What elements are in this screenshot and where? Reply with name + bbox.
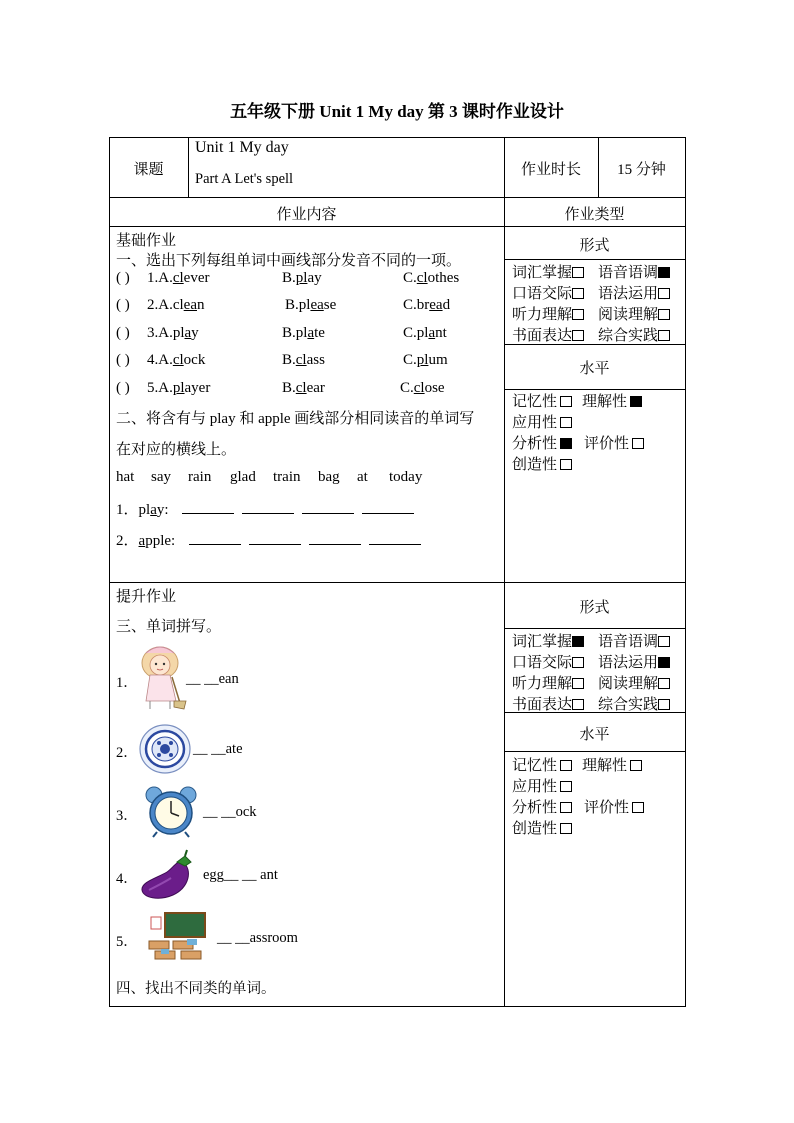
checkbox[interactable] xyxy=(658,678,670,689)
form-option[interactable] xyxy=(598,303,670,324)
table-rule-header xyxy=(109,197,685,198)
table-divider-topic xyxy=(188,137,189,197)
form-option[interactable] xyxy=(512,630,584,651)
option-text-part: te xyxy=(314,325,325,341)
q1-option xyxy=(147,270,209,287)
form-option-label: 综合实践 xyxy=(598,328,659,344)
checkbox[interactable] xyxy=(630,396,642,407)
level-heading: 水平 xyxy=(579,727,610,743)
checkbox[interactable] xyxy=(658,636,670,647)
q2-play-pre: pl xyxy=(138,502,151,518)
level-option-label: 创造性 xyxy=(512,457,558,473)
option-text-part: B.pl xyxy=(282,325,308,341)
q4-title: 四、找出不同类的单词。 xyxy=(116,981,276,997)
level-option[interactable] xyxy=(584,432,644,453)
option-text-part: 4.A. xyxy=(147,352,173,368)
q1-option xyxy=(403,325,447,342)
word-bank-item: bag xyxy=(318,469,340,485)
q1-option xyxy=(282,325,325,342)
q3-item-text: egg__ __ ant xyxy=(203,867,278,883)
form-option-label: 综合实践 xyxy=(598,697,659,713)
form-option[interactable] xyxy=(598,651,670,672)
option-text-part: y xyxy=(191,325,199,341)
table-border-bottom xyxy=(109,1006,685,1007)
alarm-clock-picture xyxy=(141,786,201,838)
option-text-part: 3.A.pl xyxy=(147,325,185,341)
form-option-label: 语法运用 xyxy=(598,286,659,302)
form-option[interactable] xyxy=(512,672,584,693)
q1-option xyxy=(282,380,325,397)
form-option[interactable] xyxy=(512,261,584,282)
form-option-label: 听力理解 xyxy=(512,307,573,323)
option-text-part: 1.A. xyxy=(147,270,173,286)
answer-paren[interactable]: ( ) xyxy=(116,380,130,396)
q3-item-number: 5． xyxy=(116,934,138,950)
checkbox[interactable] xyxy=(560,760,572,771)
level-option[interactable] xyxy=(512,754,572,775)
q3-item-text: __ __ean xyxy=(186,671,239,687)
option-text-part: C. xyxy=(400,380,414,396)
checkbox[interactable] xyxy=(658,657,670,668)
form-option-label: 语法运用 xyxy=(598,655,659,671)
q1-option xyxy=(147,352,205,369)
level-option[interactable] xyxy=(512,796,572,817)
level-option[interactable] xyxy=(584,796,644,817)
form-option[interactable] xyxy=(512,282,584,303)
duration-value: 15 分钟 xyxy=(617,162,666,178)
level-option-label: 创造性 xyxy=(512,821,558,837)
q2-apple-line xyxy=(116,529,429,550)
option-text-part: 2.A.cl xyxy=(147,297,184,313)
option-text-part: C. xyxy=(403,352,417,368)
basic-heading: 基础作业 xyxy=(116,233,177,249)
level-option-label: 记忆性 xyxy=(512,394,558,410)
form-option[interactable] xyxy=(598,693,670,714)
form-option[interactable] xyxy=(512,651,584,672)
checkbox[interactable] xyxy=(572,330,584,341)
checkbox[interactable] xyxy=(572,699,584,710)
form-heading: 形式 xyxy=(579,238,610,254)
q2-play-blank-1[interactable] xyxy=(182,501,234,514)
word-bank-item: glad xyxy=(230,469,256,485)
q3-item-text: __ __assroom xyxy=(217,930,298,946)
form-option[interactable] xyxy=(598,672,670,693)
form-option-label: 阅读理解 xyxy=(598,676,659,692)
checkbox[interactable] xyxy=(632,438,644,449)
checkbox[interactable] xyxy=(560,802,572,813)
table-border-left xyxy=(109,137,110,1007)
q2-apple-post: pple: xyxy=(145,533,176,549)
option-underlined-part: a xyxy=(428,325,436,341)
checkbox[interactable] xyxy=(560,417,572,428)
column-content: 作业内容 xyxy=(276,207,337,223)
checkbox[interactable] xyxy=(658,267,670,278)
option-underlined-part: cl xyxy=(413,380,425,396)
q3-item-number: 3． xyxy=(116,808,138,824)
q1-option xyxy=(403,297,450,314)
q2-title-line2: 在对应的横线上。 xyxy=(116,442,237,458)
option-underlined-part: pl xyxy=(295,270,308,286)
option-text-part: nt xyxy=(435,325,447,341)
level-option[interactable] xyxy=(512,390,572,411)
level-option[interactable] xyxy=(512,775,572,796)
q2-play-line xyxy=(116,498,422,519)
word-bank-item: say xyxy=(151,469,171,485)
q1-title: 一、选出下列每组单词中画线部分发音不同的一项。 xyxy=(116,253,462,269)
q2-play-post: y: xyxy=(156,502,169,518)
form-option-label: 词汇掌握 xyxy=(512,265,573,281)
topic-subtitle: Part A Let's spell xyxy=(195,171,294,187)
option-underlined-part: cl xyxy=(416,270,428,286)
form-option[interactable] xyxy=(512,324,584,345)
q3-item-number: 1． xyxy=(116,675,138,691)
q1-option xyxy=(285,297,336,314)
q2-apple-blank-2[interactable] xyxy=(249,532,301,545)
answer-paren[interactable]: ( ) xyxy=(116,325,130,341)
option-underlined-part: ea xyxy=(183,297,197,313)
checkbox[interactable] xyxy=(572,636,584,647)
column-type: 作业类型 xyxy=(564,207,625,223)
level-option-label: 分析性 xyxy=(512,800,558,816)
table-rule-columns xyxy=(109,226,685,227)
option-text-part: ever xyxy=(183,270,210,286)
level-option-label: 分析性 xyxy=(512,436,558,452)
q2-play-blank-3[interactable] xyxy=(302,501,354,514)
checkbox[interactable] xyxy=(572,657,584,668)
form-option-label: 书面表达 xyxy=(512,697,573,713)
level-option[interactable] xyxy=(582,754,642,775)
q1-option xyxy=(282,270,322,287)
table-rule-section xyxy=(109,582,685,583)
q1-option xyxy=(400,380,445,397)
option-text-part: ayer xyxy=(184,380,211,396)
option-text-part: B.pl xyxy=(285,297,311,313)
form-option-label: 语音语调 xyxy=(598,634,659,650)
q2-apple-underlined: a xyxy=(138,533,146,549)
q3-item-text: __ __ock xyxy=(203,804,257,820)
q2-apple-number: 2． xyxy=(116,533,139,549)
topic-label: 课题 xyxy=(133,162,164,178)
level-option[interactable] xyxy=(582,390,642,411)
q1-option xyxy=(403,352,448,369)
checkbox[interactable] xyxy=(572,309,584,320)
option-text-part: d xyxy=(442,297,451,313)
option-text-part: se xyxy=(323,297,337,313)
q2-play-number: 1． xyxy=(116,502,139,518)
q2-play-blank-4[interactable] xyxy=(362,501,414,514)
level-option[interactable] xyxy=(512,432,572,453)
eggplant-picture xyxy=(139,848,197,902)
option-text-part: othes xyxy=(427,270,460,286)
form-option-label: 阅读理解 xyxy=(598,307,659,323)
q1-option xyxy=(147,325,199,342)
option-text-part: ay xyxy=(307,270,322,286)
page-title: 五年级下册 Unit 1 My day 第 3 课时作业设计 xyxy=(230,102,564,121)
q2-play-blank-2[interactable] xyxy=(242,501,294,514)
option-text-part: ear xyxy=(306,380,325,396)
option-underlined-part: cl xyxy=(172,270,184,286)
level-option-label: 应用性 xyxy=(512,779,558,795)
form-option-label: 书面表达 xyxy=(512,328,573,344)
q2-title-line1: 二、将含有与 play 和 apple 画线部分相同读音的单词写 xyxy=(116,411,475,427)
topic-title: Unit 1 My day xyxy=(195,139,289,156)
option-text-part: C.br xyxy=(403,297,430,313)
checkbox[interactable] xyxy=(572,267,584,278)
q1-option xyxy=(282,352,325,369)
checkbox[interactable] xyxy=(630,760,642,771)
level-option-label: 记忆性 xyxy=(512,758,558,774)
option-text-part: B. xyxy=(282,270,296,286)
level-option-label: 评价性 xyxy=(584,800,630,816)
checkbox[interactable] xyxy=(658,330,670,341)
q2-apple-blank-3[interactable] xyxy=(309,532,361,545)
level-heading: 水平 xyxy=(579,361,610,377)
advanced-heading: 提升作业 xyxy=(116,589,177,605)
option-text-part: um xyxy=(428,352,448,368)
checkbox[interactable] xyxy=(658,309,670,320)
option-underlined-part: cl xyxy=(295,352,307,368)
answer-paren[interactable]: ( ) xyxy=(116,352,130,368)
form-option[interactable] xyxy=(598,282,670,303)
form-option[interactable] xyxy=(598,630,670,651)
type-rule-6 xyxy=(504,751,685,752)
form-option[interactable] xyxy=(512,693,584,714)
option-text-part: B. xyxy=(282,352,296,368)
form-option-label: 听力理解 xyxy=(512,676,573,692)
level-option-label: 理解性 xyxy=(582,758,628,774)
q2-play-underlined: a xyxy=(150,502,157,518)
option-underlined-part: cl xyxy=(295,380,307,396)
checkbox[interactable] xyxy=(560,823,572,834)
checkbox[interactable] xyxy=(632,802,644,813)
form-heading: 形式 xyxy=(579,600,610,616)
form-option-label: 口语交际 xyxy=(512,655,573,671)
q1-option xyxy=(147,380,210,397)
answer-paren[interactable]: ( ) xyxy=(116,297,130,313)
form-option-label: 词汇掌握 xyxy=(512,634,573,650)
option-underlined-part: a xyxy=(184,325,192,341)
word-bank-item: rain xyxy=(188,469,212,485)
option-underlined-part: ea xyxy=(429,297,443,313)
q2-apple-blank-4[interactable] xyxy=(369,532,421,545)
level-option-label: 评价性 xyxy=(584,436,630,452)
plate-picture xyxy=(139,724,191,774)
word-bank-item: at xyxy=(357,469,368,485)
form-option[interactable] xyxy=(598,324,670,345)
answer-paren[interactable]: ( ) xyxy=(116,270,130,286)
option-text-part: n xyxy=(197,297,205,313)
word-bank-item: hat xyxy=(116,469,135,485)
option-underlined-part: pl xyxy=(416,352,429,368)
q3-item-number: 2． xyxy=(116,745,138,761)
classroom-picture xyxy=(147,911,209,963)
q3-item-number: 4． xyxy=(116,871,138,887)
table-divider-main xyxy=(504,137,505,1007)
option-underlined-part: a xyxy=(307,325,315,341)
level-option[interactable] xyxy=(512,817,572,838)
checkbox[interactable] xyxy=(572,288,584,299)
word-bank-item: train xyxy=(273,469,301,485)
form-option-label: 口语交际 xyxy=(512,286,573,302)
level-option[interactable] xyxy=(512,453,572,474)
option-text-part: C.pl xyxy=(403,325,429,341)
option-underlined-part: pl xyxy=(172,380,185,396)
checkbox[interactable] xyxy=(560,781,572,792)
word-bank-item: today xyxy=(389,469,423,485)
checkbox[interactable] xyxy=(658,699,670,710)
q1-option xyxy=(147,297,205,314)
form-option[interactable] xyxy=(598,261,670,282)
level-option-label: 理解性 xyxy=(582,394,628,410)
checkbox[interactable] xyxy=(560,459,572,470)
level-option-label: 应用性 xyxy=(512,415,558,431)
q3-title: 三、单词拼写。 xyxy=(116,619,222,635)
form-option[interactable] xyxy=(512,303,584,324)
option-text-part: B. xyxy=(282,380,296,396)
type-rule-1 xyxy=(504,259,685,260)
level-option[interactable] xyxy=(512,411,572,432)
checkbox[interactable] xyxy=(560,396,572,407)
q1-option xyxy=(403,270,459,287)
table-border-right xyxy=(685,137,686,1007)
option-text-part: C. xyxy=(403,270,417,286)
option-text-part: 5.A. xyxy=(147,380,173,396)
option-text-part: ock xyxy=(183,352,206,368)
q2-apple-blank-1[interactable] xyxy=(189,532,241,545)
checkbox[interactable] xyxy=(572,678,584,689)
option-text-part: ose xyxy=(424,380,445,396)
type-rule-4 xyxy=(504,628,685,629)
q3-item-text: __ __ate xyxy=(193,741,243,757)
duration-label: 作业时长 xyxy=(520,162,581,178)
girl-cleaning-picture xyxy=(136,643,186,711)
option-underlined-part: cl xyxy=(172,352,184,368)
checkbox[interactable] xyxy=(560,438,572,449)
form-option-label: 语音语调 xyxy=(598,265,659,281)
option-text-part: ass xyxy=(306,352,325,368)
checkbox[interactable] xyxy=(658,288,670,299)
option-underlined-part: ea xyxy=(310,297,324,313)
